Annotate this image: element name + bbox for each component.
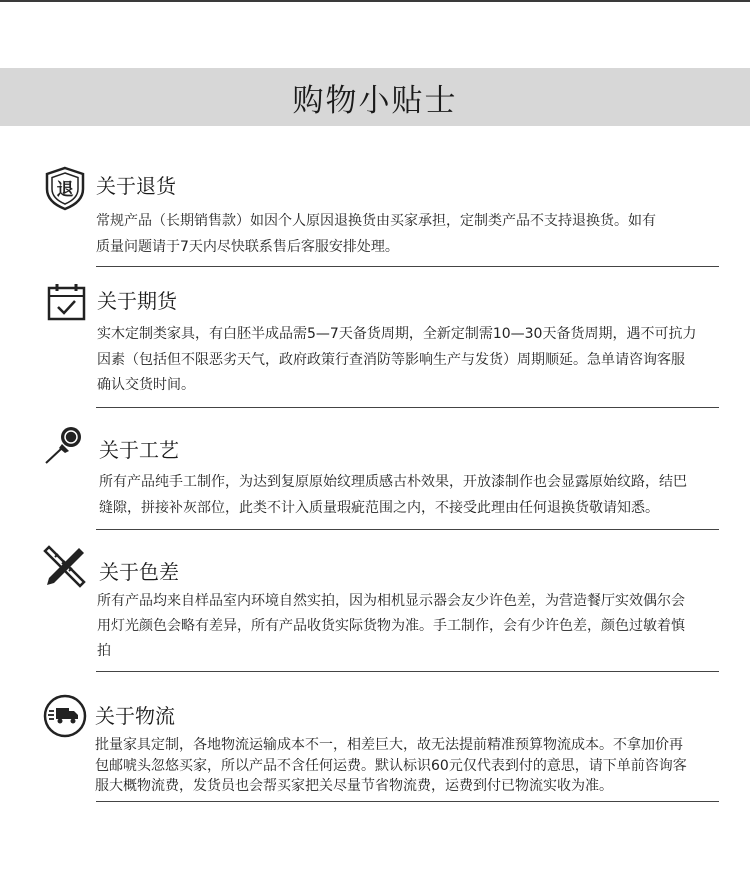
section-title-craft: 关于工艺 (99, 438, 179, 462)
body-line: 因素（包括但不限恶劣天气，政府政策行查消防等影响生产与发货）周期顺延。急单请咨询客服 (97, 351, 685, 368)
section-divider (96, 266, 719, 267)
section-body-craft (99, 469, 727, 521)
section-title-returns: 关于退货 (96, 174, 176, 198)
pushpin-icon (42, 422, 88, 468)
section-divider (96, 529, 719, 530)
body-line: 批量家具定制，各地物流运输成本不一，相差巨大，故无法提前精准预算物流成本。不拿加价再 (95, 737, 683, 753)
title-banner (0, 68, 750, 126)
body-line: 所有产品纯手工制作，为达到复原原始纹理质感古朴效果，开放漆制作也会显露原始纹路，结巴 (99, 474, 687, 490)
body-line: 实木定制类家具，有白胚半成品需5—7天备货周期，全新定制需10—30天备货周期，遇不可抗力 (97, 326, 697, 342)
return-icon-glyph: 退 (56, 180, 74, 200)
body-line: 确认交货时间。 (97, 377, 195, 393)
top-border (0, 0, 750, 2)
delivery-truck-icon (42, 693, 88, 739)
body-line: 拍 (97, 643, 111, 659)
body-line: 用灯光颜色会略有差异，所有产品收货实际货物为准。手工制作，会有少许色差，颜色过敏着慎 (97, 618, 685, 634)
calendar-check-icon (44, 280, 90, 326)
body-line: 服大概物流费，发货员也会帮买家把关尽量节省物流费，运费到付已物流实收为准。 (95, 778, 613, 794)
section-divider (96, 801, 719, 802)
section-body-logistics (95, 735, 723, 797)
return-shield-icon (42, 165, 88, 211)
body-line: 包邮唬头忽悠买家，所以产品不含任何运费。默认标识60元仅代表到付的意思，请下单前咨询客 (95, 757, 687, 774)
body-line: 缝隙，拼接补灰部位，此类不计入质量瑕疵范围之内，不接受此理由任何退换货敬请知悉。 (99, 500, 659, 516)
page-title: 购物小贴士 (292, 82, 458, 119)
body-line: 所有产品均来自样品室内环境自然实拍，因为相机显示器会友少许色差，为营造餐厅实效偶尔会 (97, 593, 685, 609)
section-divider (96, 671, 719, 672)
section-title-color-difference: 关于色差 (99, 560, 179, 584)
section-body-color-difference (97, 589, 725, 664)
section-divider (96, 407, 719, 408)
section-body-lead-time (97, 322, 725, 399)
pencil-ruler-icon (42, 543, 88, 589)
section-body-returns (96, 208, 724, 260)
section-title-lead-time: 关于期货 (97, 289, 177, 313)
section-title-logistics: 关于物流 (95, 704, 175, 728)
body-line: 质量问题请于7天内尽快联系售后客服安排处理。 (96, 239, 399, 255)
body-line: 常规产品（长期销售款）如因个人原因退换货由买家承担，定制类产品不支持退换货。如有 (96, 213, 656, 229)
